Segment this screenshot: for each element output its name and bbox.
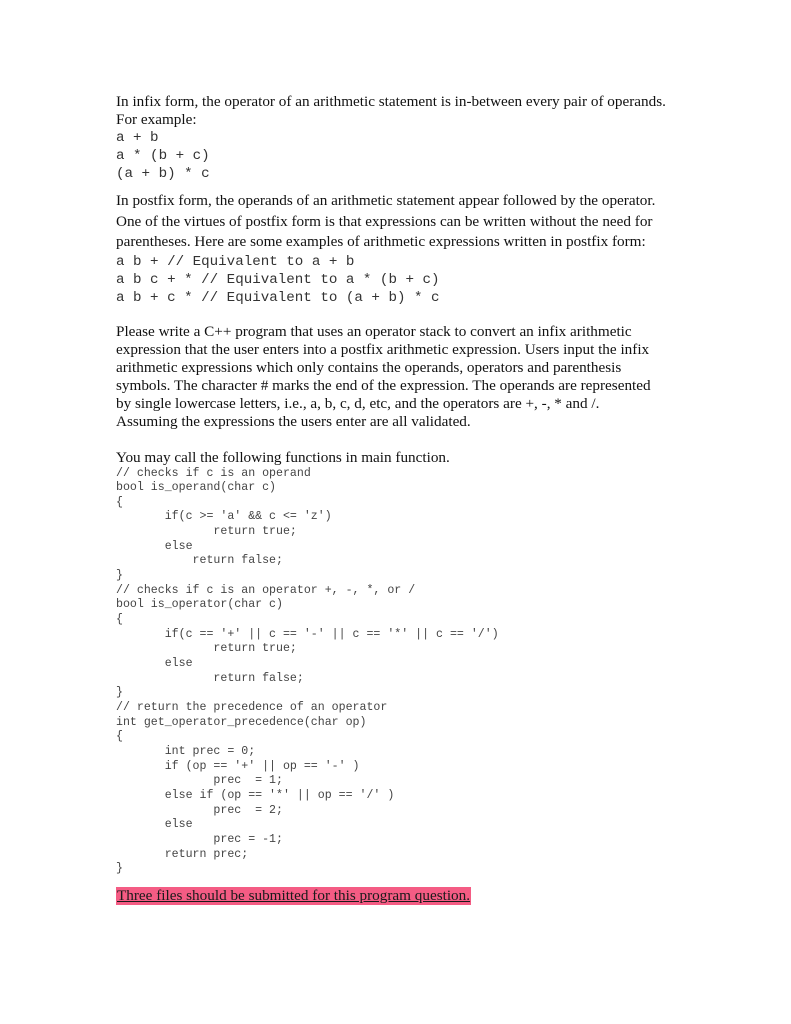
postfix-example: a b c + * // Equivalent to a * (b + c)	[116, 271, 440, 288]
task-paragraph-line: expression that the user enters into a postfix arithmetic expression. Users input the infix	[116, 340, 650, 358]
postfix-paragraph-line: One of the virtues of postfix form is that expressions can be written without the need for	[116, 212, 653, 230]
submission-note: Three files should be submitted for this program question.	[117, 886, 471, 904]
code-line: return prec;	[116, 847, 249, 861]
code-line: prec = 1;	[116, 774, 283, 788]
code-line: else if (op == '*' || op == '/' )	[116, 788, 395, 802]
code-line: }	[116, 862, 123, 876]
infix-example: a + b	[116, 130, 159, 146]
code-block	[116, 467, 716, 877]
code-line: int get_operator_precedence(char op)	[116, 715, 367, 729]
postfix-example: a b + c * // Equivalent to (a + b) * c	[116, 289, 440, 306]
document-page	[116, 93, 716, 905]
code-line: else	[116, 818, 193, 832]
code-line: return true;	[116, 525, 297, 539]
task-paragraph-line: Please write a C++ program that uses an operator stack to convert an infix arithmetic	[116, 322, 632, 340]
code-line: {	[116, 730, 123, 744]
code-line: else	[116, 539, 193, 553]
code-line: // checks if c is an operand	[116, 466, 311, 480]
task-paragraph-line: by single lowercase letters, i.e., a, b, c, d, etc, and the operators are +, -, * and /.	[116, 394, 600, 412]
code-line: int prec = 0;	[116, 744, 256, 758]
code-line: return false;	[116, 554, 283, 568]
infix-intro-line-1: In infix form, the operator of an arithmetic statement is in-between every pair of operands.	[116, 93, 666, 110]
code-line: return false;	[116, 671, 304, 685]
postfix-example: a b + // Equivalent to a + b	[116, 253, 355, 270]
code-line: // return the precedence of an operator	[116, 701, 388, 714]
code-line: if(c == '+' || c == '-' || c == '*' || c == '/')	[116, 627, 499, 641]
code-line: prec = -1;	[116, 832, 283, 846]
code-line: {	[116, 613, 123, 627]
infix-example: (a + b) * c	[116, 166, 210, 182]
code-line: {	[116, 495, 123, 509]
postfix-paragraph-line: parentheses. Here are some examples of arithmetic expressions written in postfix form:	[116, 233, 646, 250]
code-line: prec = 2;	[116, 803, 283, 817]
code-line: if(c >= 'a' && c <= 'z')	[116, 510, 332, 524]
task-paragraph-line: arithmetic expressions which only contains the operands, operators and parenthesis	[116, 358, 622, 376]
infix-intro-line-2: For example:	[116, 111, 197, 128]
postfix-paragraph-line: In postfix form, the operands of an arithmetic statement appear followed by the operator.	[116, 192, 656, 209]
task-paragraph-line: Assuming the expressions the users enter are all validated.	[116, 412, 471, 430]
code-line: }	[116, 686, 123, 700]
code-line: bool is_operator(char c)	[116, 598, 283, 612]
code-line: else	[116, 657, 193, 671]
code-line: bool is_operand(char c)	[116, 481, 277, 495]
infix-example: a * (b + c)	[116, 148, 210, 164]
code-line: }	[116, 569, 123, 583]
code-line: return true;	[116, 642, 297, 656]
task-paragraph-line: symbols. The character # marks the end of the expression. The operands are represented	[116, 376, 651, 394]
code-line: if (op == '+' || op == '-' )	[116, 759, 360, 773]
functions-intro: You may call the following functions in main function.	[116, 448, 450, 466]
code-line: // checks if c is an operator +, -, *, or /	[116, 583, 416, 597]
